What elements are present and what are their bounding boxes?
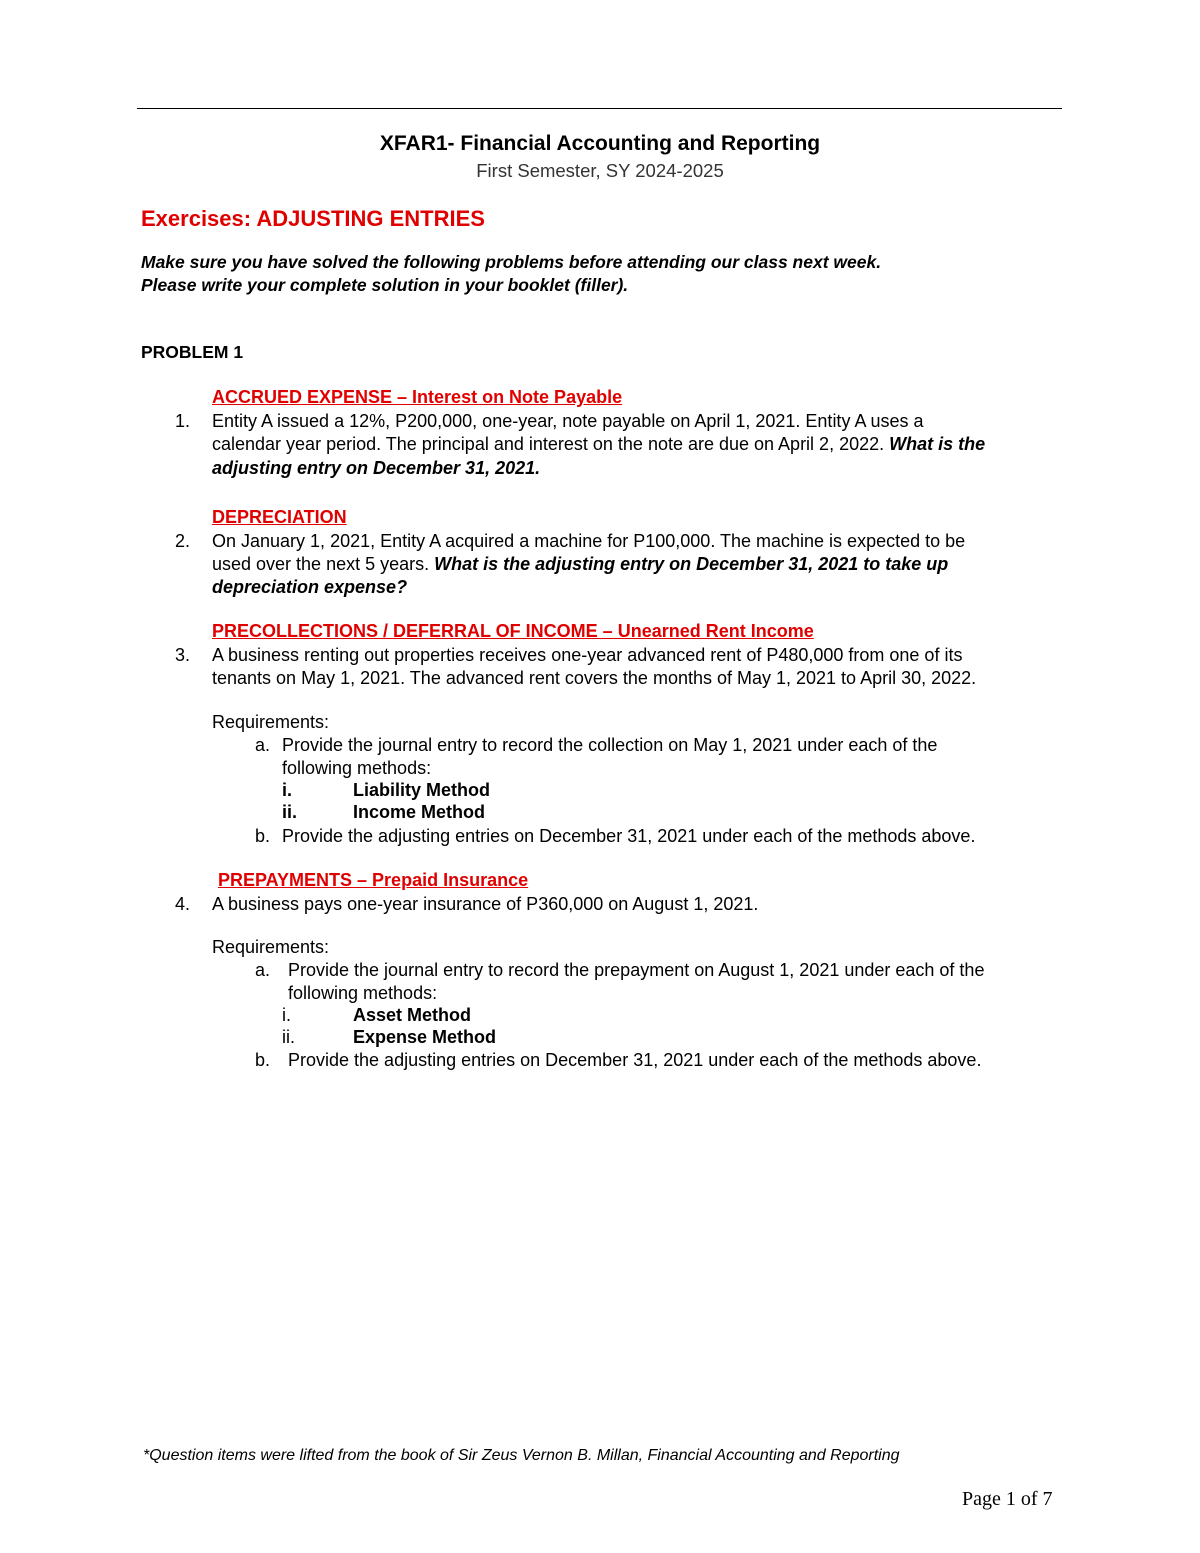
item3-roman-i: i. — [282, 780, 293, 800]
item3-req-b-text: Provide the adjusting entries on December 31, 2021 under each of the methods above. — [282, 826, 976, 846]
item2-line: On January 1, 2021, Entity A acquired a machine for P100,000. The machine is expected to be — [212, 531, 966, 551]
item4-req-a-text: following methods: — [288, 983, 438, 1003]
item2-text: used over the next 5 years. — [212, 554, 430, 574]
problem-label: PROBLEM 1 — [141, 342, 244, 362]
item1-question: adjusting entry on December 31, 2021. — [212, 458, 541, 478]
item1-question: What is the — [889, 434, 986, 454]
item3-heading: PRECOLLECTIONS / DEFERRAL OF INCOME – Unearned Rent Income — [212, 621, 814, 641]
item1-number: 1. — [175, 411, 191, 431]
item4-req-a-letter: a. — [255, 960, 271, 980]
item3-roman-ii: ii. — [282, 802, 298, 822]
item3-req-a-text: Provide the journal entry to record the collection on May 1, 2021 under each of the — [282, 735, 938, 755]
item3-req-b-letter: b. — [255, 826, 271, 846]
instruction-line: Make sure you have solved the following problems before attending our class next week. — [141, 252, 882, 272]
item3-number: 3. — [175, 645, 191, 665]
item4-req-b-letter: b. — [255, 1050, 271, 1070]
footnote: *Question items were lifted from the book of Sir Zeus Vernon B. Millan, Financial Accounting and Reporting — [143, 1447, 900, 1464]
item3-line: tenants on May 1, 2021. The advanced rent covers the months of May 1, 2021 to April 30, 2022. — [212, 668, 977, 688]
item4-roman-ii: ii. — [282, 1027, 295, 1047]
item2-heading: DEPRECIATION — [212, 507, 347, 527]
item4-line: A business pays one-year insurance of P360,000 on August 1, 2021. — [212, 894, 759, 914]
item4-req-a-text: Provide the journal entry to record the prepayment on August 1, 2021 under each of the — [288, 960, 985, 980]
document-title: XFAR1- Financial Accounting and Reporting — [379, 132, 821, 155]
item1-heading: ACCRUED EXPENSE – Interest on Note Payable — [212, 387, 623, 407]
item3-method-liability: Liability Method — [353, 780, 490, 800]
header-rule — [137, 108, 1062, 109]
item4-heading: PREPAYMENTS – Prepaid Insurance — [218, 870, 529, 890]
item2-question: What is the adjusting entry on December 31, 2021 to take up — [434, 554, 949, 574]
item2-question: depreciation expense? — [212, 577, 408, 597]
item4-requirements-label: Requirements: — [212, 937, 330, 957]
document-subtitle: First Semester, SY 2024-2025 — [476, 160, 724, 181]
item1-line: Entity A issued a 12%, P200,000, one-year, note payable on April 1, 2021. Entity A uses a — [212, 411, 924, 431]
item1-text: calendar year period. The principal and interest on the note are due on April 2, 2022. — [212, 434, 885, 454]
item1-line — [212, 434, 985, 455]
item4-roman-i: i. — [282, 1005, 291, 1025]
item4-number: 4. — [175, 894, 191, 914]
item3-req-a-letter: a. — [255, 735, 271, 755]
instruction-line: Please write your complete solution in your booklet (filler). — [141, 275, 629, 295]
item3-line: A business renting out properties receives one-year advanced rent of P480,000 from one of its — [212, 645, 963, 665]
item4-method-asset: Asset Method — [353, 1005, 472, 1025]
item4-method-expense: Expense Method — [353, 1027, 497, 1047]
item3-method-income: Income Method — [353, 802, 486, 822]
item2-number: 2. — [175, 531, 191, 551]
item2-line — [212, 554, 948, 575]
item4-req-b-text: Provide the adjusting entries on December 31, 2021 under each of the methods above. — [288, 1050, 982, 1070]
page-number: Page 1 of 7 — [962, 1488, 1053, 1510]
item3-requirements-label: Requirements: — [212, 712, 330, 732]
exercises-title: Exercises: ADJUSTING ENTRIES — [141, 206, 485, 231]
item3-req-a-text: following methods: — [282, 758, 432, 778]
